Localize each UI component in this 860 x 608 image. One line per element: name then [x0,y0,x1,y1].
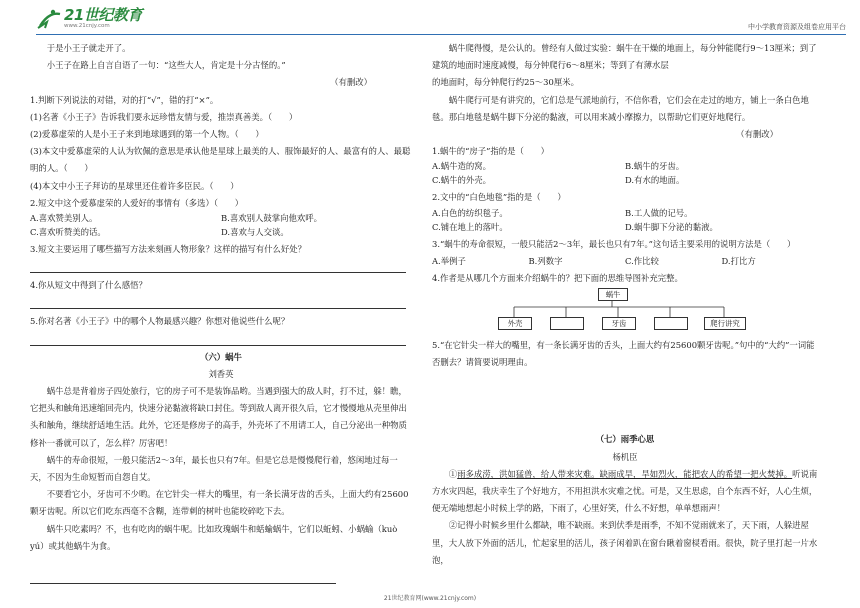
question-2: 2.短文中这个爱慕虚荣的人爱好的事情有（多选）（ ） [30,197,244,208]
paragraph-1 [432,466,818,518]
mind-map-branch: 牙齿 [602,317,636,330]
option: C.作比较 [625,255,659,266]
option: A.举例子 [432,255,466,266]
source-note: （有删改） [330,77,372,88]
option: B.蜗牛的牙齿。 [625,161,685,172]
question-1-options [432,172,818,189]
section-7-author: 杨机臣 [612,451,638,462]
paragraph: 的地面时，每分钟爬行约25～30厘米。 [432,77,579,88]
option: C.铺在地上的落叶。 [432,221,508,232]
page-header [0,0,860,36]
question-1: 1.蜗牛的“房子”指的是（ ） [432,146,550,157]
paragraph-text: 听说南方水灾四起，我庆幸生了个好地方，不用担洪水灾难之忧。可是，又生思虑，自个东西不好，人心生烦，便无端地想起小时候上学的路，下雨了，心里好笑，什么不好想，单单想雨声！ [432,468,818,514]
option: C.喜欢听赞美的话。 [30,227,106,238]
question-4: 4.你从短文中得到了什么感悟？ [30,280,147,291]
mind-map-branch: 外壳 [498,317,532,330]
platform-label: 中小学教育资源及组卷应用平台 [748,23,846,31]
source-note: （有删改） [736,129,778,140]
paragraph: 蜗牛爬行可是有讲究的，它们总是气派地前行，不信你看，它们会在走过的地方，铺上一条白色地毯。那白地毯是蜗牛脚下分泌的黏液，可以用来减小摩擦力，以帮助它们更好地爬行。 [432,94,809,122]
answer-line[interactable] [30,258,406,273]
question-4: 4.作者是从哪几个方面来介绍蜗牛的？把下面的思维导图补充完整。 [432,272,683,283]
option: D.蜗牛脚下分泌的黏液。 [625,221,718,232]
question-5: 5.你对名著《小王子》中的哪个人物最感兴趣？你想对他说些什么呢？ [30,316,290,327]
answer-line[interactable] [30,294,406,309]
footnote-rule [30,583,336,584]
question-3-options [432,253,818,270]
runner-logo-icon [36,9,62,29]
question-1: 1.判断下列说法的对错，对的打“√”，错的打“×”。 [30,94,219,105]
question-1-item: (1)名著《小王子》告诉我们要永远珍惜友情与爱，推崇真善美。（ ） [30,111,298,122]
question-1-item: (2)爱慕虚荣的人是小王子来到地球遇到的第一个人物。（ ） [30,129,264,140]
header-divider [36,34,846,35]
logo-name: 21世纪教育 [64,6,142,24]
question-2-options [30,212,412,224]
underlined-sentence: 雨多成涝，洪如猛兽，给人带来灾难。缺雨成旱，旱如烈火，能把农人的希望一把火焚掉。 [457,468,793,479]
section-6-author: 刘香英 [208,368,234,379]
footer: 21世纪教育网(www.21cnjy.com) [383,595,477,602]
paragraph: 蜗牛总是背着房子四处旅行，它的房子可不是装饰品哟。当遇到强大的敌人时，打不过，躲！瞧，它把头和触角迅速缩回壳内，快速分泌黏液将缺口封住。等到敌人离开很久后，它才慢慢地从壳里伸出头和触角，继续舒适地生活。此外，它还是修房子的高手，外壳坏了不用请工人，自己分泌出一种物质修补一番就可以了，怎么样？厉害吧！ [30,386,407,448]
question-2: 2.文中的“白色地毯”指的是（ ） [432,192,566,203]
paragraph: 不要看它小，牙齿可不少哟。在它针尖一样大的嘴里，有一条长满牙齿的舌头，上面大约有25600颗牙齿呢。所以它们吃东西毫不含糊，连带刺的树叶也能咬碎吃下去。 [30,489,409,517]
paragraph: 蜗牛爬得慢，是公认的。曾经有人做过实验：蜗牛在干燥的地面上，每分钟能爬行9～13厘米；到了建筑的地面时速度减慢，每分钟爬行6～8厘米；等到了有薄水层 [432,43,817,71]
left-column [30,40,412,555]
text-line: 于是小王子就走开了。 [46,43,131,53]
mind-map-branch-blank[interactable] [654,317,688,330]
question-2-options [30,224,412,241]
option: B.工人做的记号。 [625,207,693,218]
question-3: 3.短文主要运用了哪些描写方法来刻画人物形象？这样的描写有什么好处？ [30,244,306,255]
mind-map-branch-blank[interactable] [550,317,584,330]
answer-line[interactable] [30,331,406,346]
section-6-title: （六）蜗牛 [200,351,242,362]
question-2-options [432,207,818,219]
option: D.有水的地面。 [625,175,685,186]
option: A.喜欢赞美别人。 [30,213,98,224]
question-3: 3.“蜗牛的寿命很短，一般只能活2～3年，最长也只有7年。”这句话主要采用的说明方法是（ ） [432,238,796,249]
option: C.蜗牛的外壳。 [432,175,492,186]
section-7-title: （七）雨季心思 [595,434,655,445]
paragraph-number: ① [448,468,458,479]
mind-map-branch: 爬行讲究 [704,317,746,330]
mind-map-root: 蜗牛 [598,288,628,301]
paragraph-2: ②记得小时候乡里什么都缺，唯不缺雨。来到伏季是雨季，不知不觉雨就来了，天下雨，人躲进屋里，大人放下外面的活儿，忙起家里的活儿，孩子闲着趴在窗台瞅着窗棂看雨。很快，院子里打起一片水泡， [432,520,818,565]
mind-map [432,287,818,357]
question-1-item: (3)本文中爱慕虚荣的人认为钦佩的意思是承认他是星球上最美的人、服饰最好的人、最富有的人、最聪明的人。（ ） [30,146,411,174]
option: B.列数字 [528,255,563,266]
logo-url: www.21cnjy.com [64,23,110,29]
question-5: 5.“在它针尖一样大的嘴里，有一条长满牙齿的舌头，上面大约有25600颗牙齿呢。”句中的“大约”一词能否删去？请简要说明理由。 [432,340,815,368]
text-line: 小王子在路上自言自语了一句：“这些大人，肯定是十分古怪的。” [46,60,286,71]
paragraph: 蜗牛只吃素吗？不，也有吃肉的蜗牛呢。比如玫瑰蜗牛和蛞蝓蜗牛，它们以蚯蚓、小蜗蝓（kuò yú）或其他蜗牛为食。 [30,523,398,551]
option: D.打比方 [721,255,756,266]
option: A.白色的纺织毯子。 [432,207,508,218]
option: A.蜗牛造的窝。 [432,161,491,172]
option: D.喜欢与人交谈。 [221,227,289,238]
logo [36,8,142,30]
option: B.喜欢别人鼓掌向他欢呼。 [221,213,322,224]
question-2-options [432,219,818,236]
question-1-item: (4)本文中小王子拜访的星球里还住着许多臣民。（ ） [30,180,239,191]
question-1-options [432,160,818,172]
right-column [432,40,818,569]
paragraph: 蜗牛的寿命很短，一般只能活2～3年，最长也只有7年。但是它总是慢慢爬行着，悠闲地过每一天，不因为生命短暂而自怨自艾。 [30,454,398,483]
